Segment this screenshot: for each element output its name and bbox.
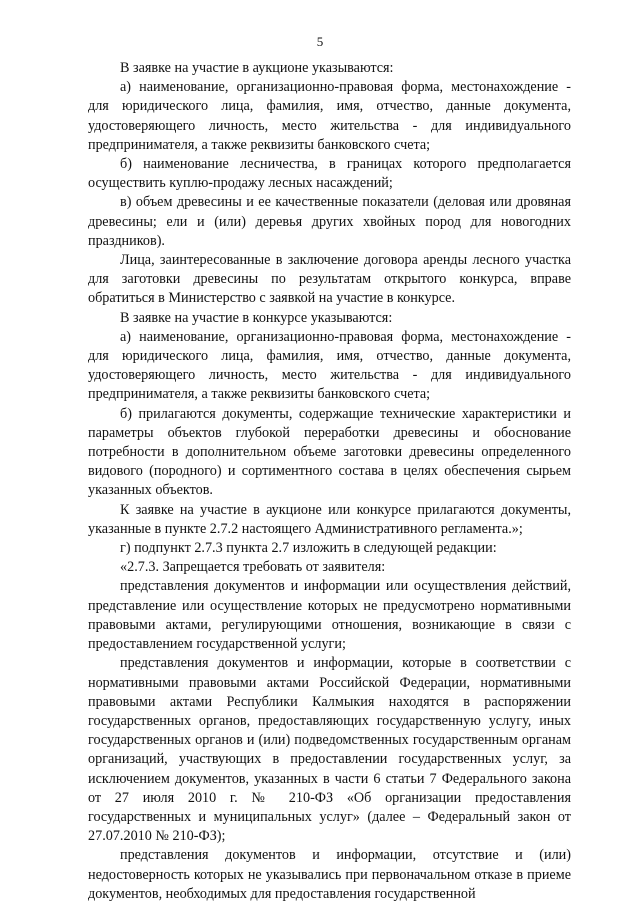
paragraph-prohibition-1: представления документов и информации или осуществления действий, представление или осуществление которых не предусмотрено нормативными правовыми актами, регулирующими отношения, возникающие в связи с предоставлением государственной услуги; xyxy=(88,578,571,653)
paragraph-auction-item-v: в) объем древесины и ее качественные показатели (деловая или дровяная древесины; ели и (или) деревья других хвойных пород для новогодних праздников). xyxy=(88,194,571,249)
paragraph-competition-item-b: б) прилагаются документы, содержащие технические характеристики и параметры объектов глубокой переработки древесины и обоснование потребности в дополнительном объеме заготовки древесины определенного видового (породного) и сортиментного состава в целях обеспечения сырьем указанных объектов. xyxy=(88,405,571,499)
paragraph-prohibition-3: представления документов и информации, отсутствие и (или) недостоверность которых не указывались при первоначальном отказе в приеме документов, необходимых для предоставления государственной xyxy=(88,847,571,902)
paragraph-auction-application-intro: В заявке на участие в аукционе указываются: xyxy=(120,60,394,76)
paragraph-auction-item-a: а) наименование, организационно-правовая форма, местонахождение - для юридического лица, фамилия, имя, отчество, данные документа, удостоверяющего личность, место жительства - для индивидуального предпринимателя, а также реквизиты банковского счета; xyxy=(88,79,571,153)
paragraph-competition-item-a: а) наименование, организационно-правовая форма, местонахождение - для юридического лица, фамилия, имя, отчество, данные документа, удостоверяющего личность, место жительства - для индивидуального предпринимателя, а также реквизиты банковского счета; xyxy=(88,328,571,403)
document-body xyxy=(88,59,571,904)
paragraph-auction-item-b: б) наименование лесничества, в границах которого предполагается осуществить куплю-продажу лесных насаждений; xyxy=(88,156,571,192)
paragraph-attachments: К заявке на участие в аукционе или конкурсе прилагаются документы, указанные в пункте 2.7.2 настоящего Административного регламента.»; xyxy=(88,501,571,537)
paragraph-competition-application-intro: В заявке на участие в конкурсе указываются: xyxy=(120,309,393,326)
paragraph-2-7-3-heading: «2.7.3. Запрещается требовать от заявителя: xyxy=(120,559,386,576)
paragraph-subclause-g: г) подпункт 2.7.3 пункта 2.7 изложить в следующей редакции: xyxy=(120,540,497,557)
paragraph-lease-competition: Лица, заинтересованные в заключение договора аренды лесного участка для заготовки древесины по результатам открытого конкурса, вправе обратиться в Министерство с заявкой на участие в конкурсе. xyxy=(88,252,571,307)
page-number: 5 xyxy=(316,34,324,49)
paragraph-prohibition-2: представления документов и информации, которые в соответствии с нормативными правовыми актами Российской Федерации, нормативными правовыми актами Республики Калмыкия находятся в распоряжении государственных органов, предоставляющих государственную услугу, иных государственных органов и (или) подведомственных государственным органам организаций, участвующих в предоставлении государственных услуг, за исключением документов, указанных в части 6 статьи 7 Федерального закона от 27 июля 2010 г. № 210-ФЗ «Об организации предоставления государственных и муниципальных услуг» (далее – Федеральный закон от 27.07.2010 № 210-ФЗ); xyxy=(88,655,571,845)
